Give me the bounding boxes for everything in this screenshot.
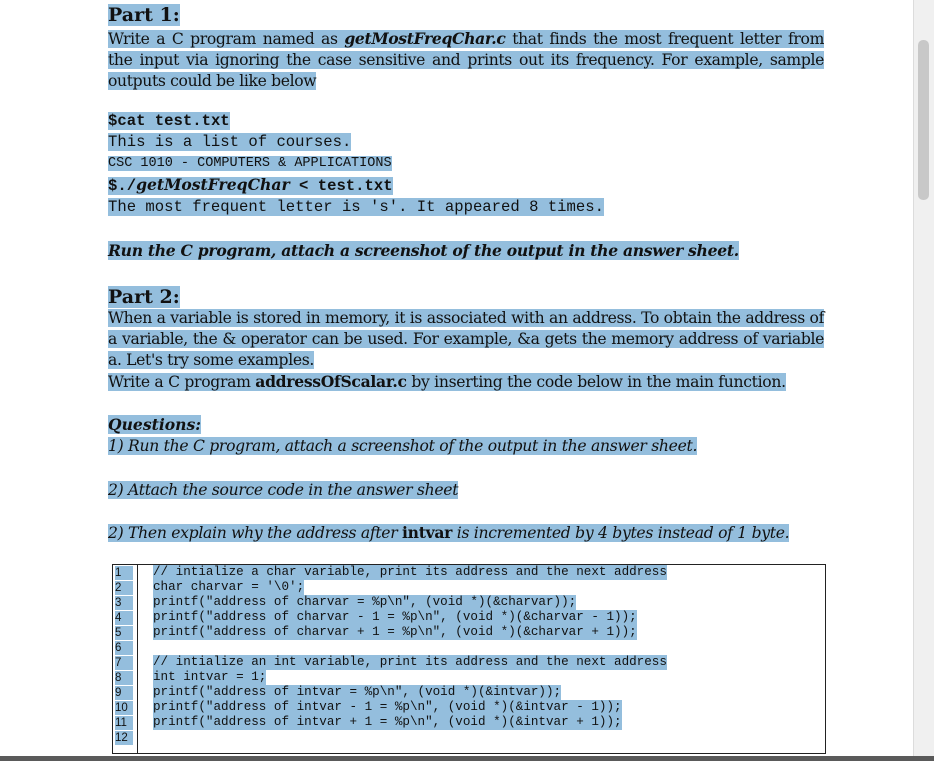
line-number: 5	[115, 626, 133, 640]
code-line: printf("address of charvar - 1 = %p\n", (void *)(&charvar - 1));	[153, 610, 637, 624]
line-number: 10	[115, 701, 133, 715]
part1-filename: getMostFreqChar.c	[344, 29, 506, 48]
vertical-scrollbar[interactable]	[913, 0, 934, 761]
code-line: printf("address of charvar = %p\n", (void *)(&charvar));	[153, 595, 577, 609]
scrollbar-thumb[interactable]	[918, 40, 929, 200]
terminal-output: The most frequent letter is 's'. It appeared 8 times.	[108, 198, 604, 216]
part1-heading: Part 1:	[108, 4, 180, 26]
code-line: printf("address of intvar - 1 = %p\n", (void *)(&intvar - 1));	[153, 700, 622, 714]
line-number: 6	[115, 641, 133, 655]
part2-filename: addressOfScalar.c	[255, 372, 407, 391]
line-number: 1	[115, 566, 133, 580]
part2-write-instruction: Write a C program addressOfScalar.c by inserting the code below in the main function.	[108, 372, 786, 391]
terminal-cmd2: $./getMostFreqChar < test.txt	[108, 175, 393, 195]
code-line: int intvar = 1;	[153, 670, 267, 684]
code-line: // intialize a char variable, print its address and the next address	[153, 565, 667, 579]
terminal-file-line2: CSC 1010 - COMPUTERS & APPLICATIONS	[108, 156, 392, 171]
question-2: 2) Attach the source code in the answer sheet	[108, 481, 459, 499]
terminal-cmd1: $cat test.txt	[108, 112, 230, 130]
line-number: 8	[115, 671, 133, 685]
line-number: 11	[115, 716, 133, 730]
line-number: 12	[115, 731, 133, 745]
questions-label: Questions:	[108, 415, 202, 434]
code-line: // intialize an int variable, print its address and the next address	[153, 655, 667, 669]
terminal-sample	[108, 111, 604, 218]
code-line: char charvar = '\0';	[153, 580, 305, 594]
bottom-edge-bar	[0, 756, 934, 761]
part1-instruction: Run the C program, attach a screenshot of the output in the answer sheet.	[108, 241, 739, 260]
part1-intro	[108, 28, 824, 92]
line-number: 4	[115, 611, 133, 625]
line-number: 7	[115, 656, 133, 670]
question-3: 2) Then explain why the address after intvar is incremented by 4 bytes instead of 1 byte.	[108, 523, 790, 542]
question-1: 1) Run the C program, attach a screenshot of the output in the answer sheet.	[108, 437, 698, 455]
line-number: 2	[115, 581, 133, 595]
code-listing	[112, 564, 826, 754]
part2-heading: Part 2:	[108, 286, 180, 308]
code-line: printf("address of charvar + 1 = %p\n", (void *)(&charvar + 1));	[153, 625, 637, 639]
line-number: 9	[115, 686, 133, 700]
terminal-file-line1: This is a list of courses.	[108, 133, 352, 151]
part2-intro: When a variable is stored in memory, it is associated with an address. To obtain the address of a variable, the & operator can be used. For example, &a gets the memory address of variable a. Let's try some examples.	[108, 309, 824, 369]
part1-intro-text: Write a C program named as getMostFreqChar.c that finds the most frequent letter from the input via ignoring the case sensitive and prints out its frequency. For example, sample outputs could be like below	[108, 29, 825, 90]
question-3-keyword: intvar	[402, 523, 453, 542]
code-line: printf("address of intvar = %p\n", (void *)(&intvar));	[153, 685, 562, 699]
line-number: 3	[115, 596, 133, 610]
code-line: printf("address of intvar + 1 = %p\n", (void *)(&intvar + 1));	[153, 715, 622, 729]
line-number-gutter	[113, 565, 138, 753]
